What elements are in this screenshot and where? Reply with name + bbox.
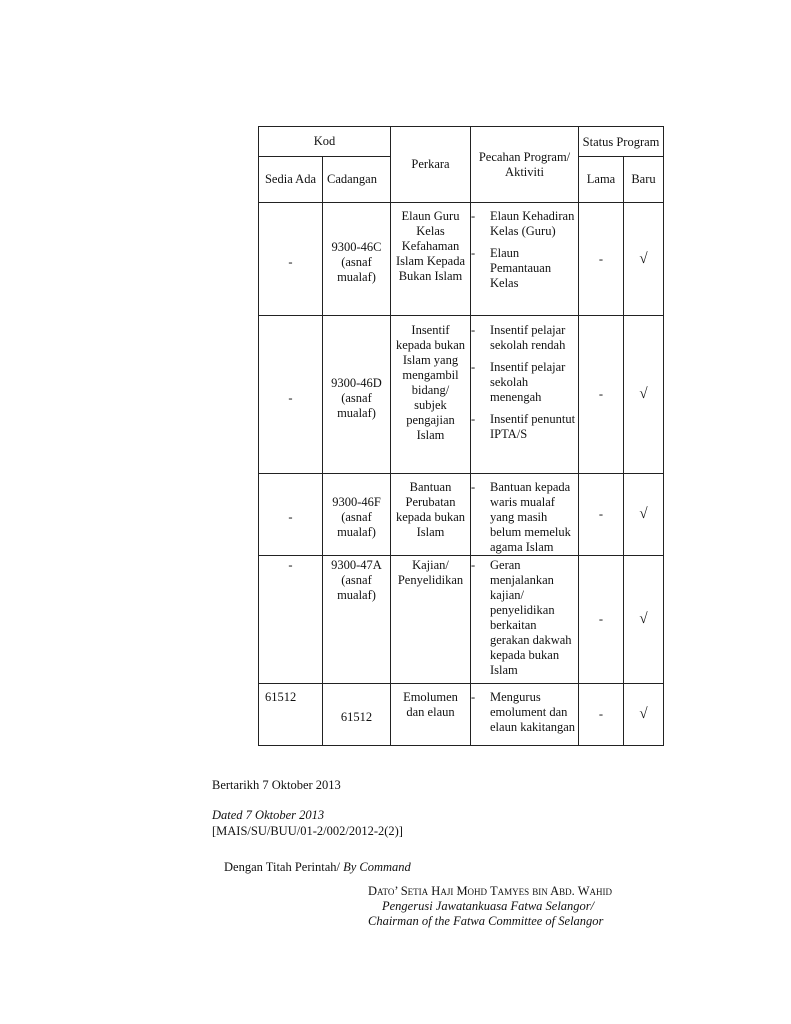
activity-list	[471, 480, 578, 555]
activity-list	[471, 209, 578, 291]
table-row	[259, 684, 664, 746]
activity-list	[471, 558, 578, 678]
header-perkara: Perkara	[391, 127, 471, 203]
cell-baru: √	[624, 203, 664, 316]
cell-baru: √	[624, 316, 664, 474]
cell-lama: -	[579, 203, 624, 316]
activity-item: - Elaun Pemantauan Kelas	[471, 246, 578, 291]
header-baru: Baru	[624, 157, 664, 203]
table-row	[259, 316, 664, 474]
cell-lama: -	[579, 556, 624, 684]
cell-sedia-ada: -	[259, 316, 323, 474]
header-status: Status Program	[579, 127, 664, 157]
table-header-row-1	[259, 127, 664, 157]
cell-activities	[471, 474, 579, 556]
header-cadangan: Cadangan	[323, 157, 391, 203]
activity-item: - Mengurus emolument dan elaun kakitangan	[471, 690, 578, 735]
cell-baru: √	[624, 556, 664, 684]
table-body	[259, 203, 664, 746]
activity-item: - Geran menjalankan kajian/ penyelidikan berkaitan gerakan dakwah kepada bukan Islam	[471, 558, 578, 678]
cell-activities	[471, 684, 579, 746]
cell-activities	[471, 556, 579, 684]
header-sedia-ada: Sedia Ada	[259, 157, 323, 203]
header-pecahan: Pecahan Program/ Aktiviti	[471, 127, 579, 203]
activity-item: - Bantuan kepada waris mualaf yang masih belum memeluk agama Islam	[471, 480, 578, 555]
cell-perkara: Emolumen dan elaun	[391, 684, 471, 746]
cell-sedia-ada: -	[259, 556, 323, 684]
cell-lama: -	[579, 474, 624, 556]
signatory-title-malay: Pengerusi Jawatankuasa Fatwa Selangor/	[382, 899, 595, 913]
cell-perkara: Elaun Guru Kelas Kefahaman Islam Kepada Bukan Islam	[391, 203, 471, 316]
signatory-title-english: Chairman of the Fatwa Committee of Selangor	[368, 914, 604, 928]
activity-list	[471, 690, 578, 735]
cell-cadangan: 61512	[323, 684, 391, 746]
bertarikh-line: Bertarikh 7 Oktober 2013	[212, 778, 341, 792]
cell-activities	[471, 203, 579, 316]
activity-item: - Elaun Kehadiran Kelas (Guru)	[471, 209, 578, 239]
cell-perkara: Bantuan Perubatan kepada bukan Islam	[391, 474, 471, 556]
table-row	[259, 474, 664, 556]
cell-cadangan: 9300-46F (asnaf mualaf)	[323, 474, 391, 556]
cell-lama: -	[579, 316, 624, 474]
command-line	[224, 860, 411, 875]
cell-perkara: Insentif kepada bukan Islam yang mengambil bidang/ subjek pengajian Islam	[391, 316, 471, 474]
cell-baru: √	[624, 474, 664, 556]
cell-cadangan: 9300-47A (asnaf mualaf)	[323, 556, 391, 684]
signatory-name: Dato’ Setia Haji Mohd Tamyes bin Abd. Wahid	[368, 884, 613, 898]
activity-item: - Insentif penuntut IPTA/S	[471, 412, 578, 442]
reference-number: [MAIS/SU/BUU/01-2/002/2012-2(2)]	[212, 824, 403, 838]
cell-perkara: Kajian/ Penyelidikan	[391, 556, 471, 684]
activity-item: - Insentif pelajar sekolah rendah	[471, 323, 578, 353]
dated-line: Dated 7 Oktober 2013	[212, 808, 325, 822]
activity-item: - Insentif pelajar sekolah menengah	[471, 360, 578, 405]
command-malay: Dengan Titah Perintah/	[224, 860, 344, 874]
cell-sedia-ada: 61512	[259, 684, 323, 746]
cell-sedia-ada: -	[259, 474, 323, 556]
table-row	[259, 203, 664, 316]
cell-baru: √	[624, 684, 664, 746]
cell-cadangan: 9300-46D (asnaf mualaf)	[323, 316, 391, 474]
command-english: By Command	[343, 860, 411, 874]
cell-lama: -	[579, 684, 624, 746]
program-table	[258, 126, 664, 746]
activity-list	[471, 323, 578, 442]
header-kod: Kod	[259, 127, 391, 157]
cell-sedia-ada: -	[259, 203, 323, 316]
cell-cadangan: 9300-46C (asnaf mualaf)	[323, 203, 391, 316]
cell-activities	[471, 316, 579, 474]
header-lama: Lama	[579, 157, 624, 203]
table-row	[259, 556, 664, 684]
